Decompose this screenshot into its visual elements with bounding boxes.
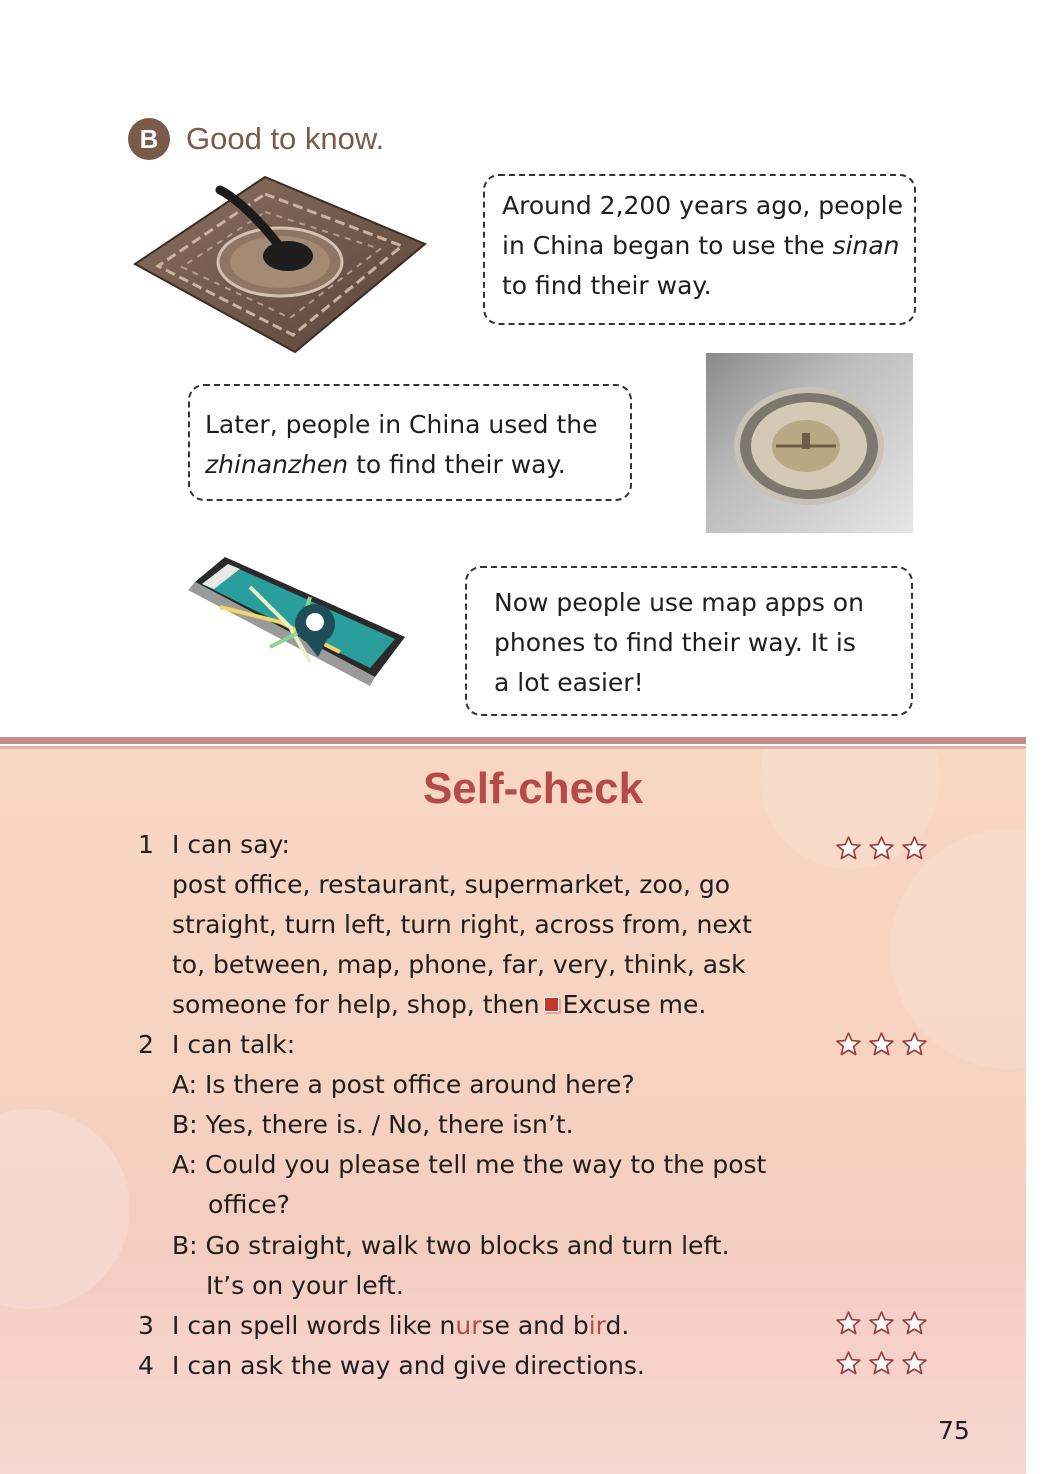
star-icon[interactable] (901, 835, 928, 861)
dialogue-line: It’s on your left. (206, 1271, 404, 1300)
star-icon[interactable] (901, 1350, 928, 1376)
vocab-segment: Excuse me. (562, 990, 707, 1019)
star-rating-4[interactable] (835, 1350, 928, 1376)
decorative-circle (0, 1109, 130, 1309)
item-text: I can ask the way and give directions. (172, 1351, 645, 1380)
item-number: 3 (138, 1311, 154, 1340)
bubble-text-line (502, 226, 914, 266)
dialogue-line: office? (208, 1190, 290, 1219)
item-heading: I can say: (172, 830, 290, 859)
star-icon[interactable] (835, 835, 862, 861)
item-heading: I can talk: (172, 1030, 296, 1059)
highlight-letters: ur (455, 1311, 482, 1340)
highlight-letters: ir (588, 1311, 606, 1340)
text-segment: d. (605, 1311, 630, 1340)
section-b-header (128, 118, 384, 160)
dialogue-line: A: Is there a post office around here? (172, 1070, 635, 1099)
item-number: 4 (138, 1351, 154, 1380)
item-number: 2 (138, 1030, 154, 1059)
star-icon[interactable] (901, 1031, 928, 1057)
bubble-text-segment: to find their way. (348, 450, 566, 479)
dialogue-line: B: Go straight, walk two blocks and turn left. (172, 1231, 730, 1260)
vocab-line: post office, restaurant, supermarket, zoo, go (172, 870, 731, 899)
star-icon[interactable] (901, 1310, 928, 1336)
page-number: 75 (938, 1416, 970, 1445)
star-icon[interactable] (868, 835, 895, 861)
section-title: Good to know. (186, 121, 385, 156)
star-icon[interactable] (835, 1310, 862, 1336)
emphasized-term-sinan: sinan (832, 231, 900, 260)
vocab-segment: someone for help, shop, then (172, 990, 540, 1019)
info-bubble-zhinanzhen (188, 384, 632, 501)
bubble-text-line: Around 2,200 years ago, people (502, 191, 904, 220)
bubble-text-line: phones to find their way. It is (494, 628, 856, 657)
text-segment: I can spell words like n (172, 1311, 456, 1340)
dialogue-line: B: Yes, there is. / No, there isn’t. (172, 1110, 574, 1139)
dialogue-line: A: Could you please tell me the way to the post (172, 1150, 767, 1179)
self-check-divider (0, 737, 1026, 744)
bubble-text-line: a lot easier! (494, 668, 644, 697)
sinan-compass-image (130, 172, 430, 357)
vocab-line (172, 990, 706, 1019)
star-icon[interactable] (868, 1031, 895, 1057)
bubble-text-line: Later, people in China used the (205, 410, 598, 439)
item-text (172, 1311, 629, 1340)
info-bubble-sinan (483, 174, 916, 325)
text-segment: se and b (481, 1311, 589, 1340)
star-rating-1[interactable] (835, 835, 928, 861)
bubble-text-segment: in China began to use the (502, 231, 833, 260)
emphasized-term-zhinanzhen: zhinanzhen (205, 450, 349, 479)
item-number: 1 (138, 830, 154, 859)
bubble-text-line: Now people use map apps on (494, 588, 864, 617)
star-rating-3[interactable] (835, 1310, 928, 1336)
star-icon[interactable] (868, 1310, 895, 1336)
bubble-text-line (205, 445, 630, 485)
section-letter-badge: B (128, 118, 170, 160)
vocab-line: straight, turn left, turn right, across from, next (172, 910, 752, 939)
star-icon[interactable] (835, 1350, 862, 1376)
phrase-marker-icon (544, 997, 559, 1012)
star-rating-2[interactable] (835, 1031, 928, 1057)
phone-map-image (180, 552, 410, 692)
star-icon[interactable] (835, 1031, 862, 1057)
star-icon[interactable] (868, 1350, 895, 1376)
zhinanzhen-compass-image (706, 353, 913, 533)
bubble-text-line: to find their way. (502, 271, 712, 300)
vocab-line: to, between, map, phone, far, very, think, ask (172, 950, 746, 979)
info-bubble-map-apps (465, 566, 913, 716)
self-check-title: Self-check (422, 764, 644, 813)
